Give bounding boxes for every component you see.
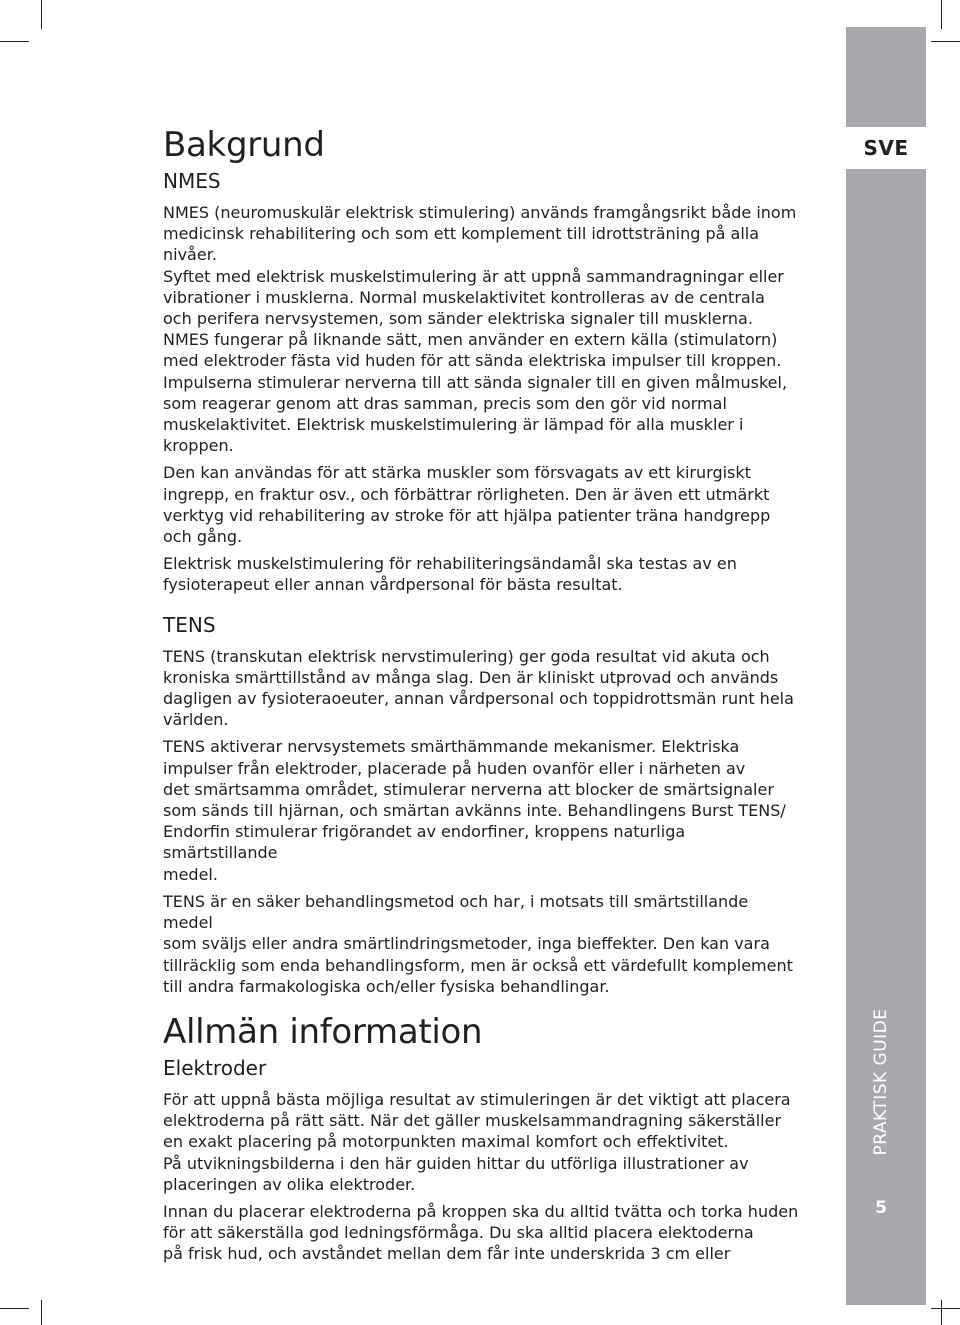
- paragraph: För att uppnå bästa möjliga resultat av stimuleringen är det viktigt att placera elektroderna på rätt sätt. När det gäller muskelsammandragning säkerställer en exakt placering på motorpunkten maximal komfort och effektivitet. På utvikningsbilderna i den här guiden hittar du utförliga illustrationer av placeringen av olika elektroder.: [163, 1089, 791, 1194]
- crop-mark: [941, 0, 942, 29]
- section-title-bakgrund: Bakgrund: [163, 125, 325, 165]
- paragraph: Elektrisk muskelstimulering för rehabiliteringsändamål ska testas av en fysioterapeut eller annan vårdpersonal för bästa resultat.: [163, 554, 737, 595]
- paragraph: Den kan användas för att stärka muskler som försvagats av ett kirurgiskt ingrepp, en fraktur osv., och förbättrar rörligheten. Den är även ett utmärkt verktyg vid rehabilitering av stroke för att hjälpa patienter träna handgrepp och gång.: [163, 463, 771, 547]
- crop-mark: [931, 1308, 960, 1309]
- language-label: SVE: [863, 136, 909, 160]
- section-title-allman: Allmän information: [163, 1011, 483, 1052]
- paragraph: NMES (neuromuskulär elektrisk stimulering) används framgångsrikt både inom medicinsk rehabilitering och som ett komplement till idrottsträning på alla nivåer.: [163, 203, 797, 265]
- crop-mark: [41, 1300, 42, 1325]
- heading-tens: TENS: [163, 612, 216, 637]
- paragraph: Syftet med elektrisk muskelstimulering är att uppnå sammandragningar eller vibrationer i musklerna. Normal muskelaktivitet kontrolleras av de centrala och perifera nervsystemen, som sänder elektriska signaler till musklerna. NMES fungerar på liknande sätt, men använder en extern källa (stimulatorn) med elektroder fästa vid huden för att sända elektriska impulser till kroppen. Impulserna stimulerar nerverna till att sända signaler till en given målmuskel, som reagerar genom att dras samman, precis som den gör vid normal muskelaktivitet. Elektrisk muskelstimulering är lämpad för alla muskler i kroppen.: [163, 266, 788, 456]
- page-number: 5: [875, 1198, 887, 1218]
- heading-elektroder: Elektroder: [163, 1055, 267, 1080]
- crop-mark: [41, 0, 42, 29]
- paragraph: TENS aktiverar nervsystemets smärthämmande mekanismer. Elektriska impulser från elektroder, placerade på huden ovanför eller i närheten av det smärtsamma området, stimulerar nerverna att blocker de smärtsignaler som sänds till hjärnan, och smärtan avkänns inte. Behandlingens Burst TENS/ Endorfin stimulerar frigörandet av endorfiner, kroppens naturliga smärtstillande medel.: [163, 737, 786, 884]
- language-tab: [846, 127, 926, 169]
- crop-mark: [0, 41, 29, 42]
- heading-nmes: NMES: [163, 169, 221, 193]
- crop-mark: [931, 41, 960, 42]
- paragraph: Innan du placerar elektroderna på kroppen ska du alltid tvätta och torka huden för att säkerställa god ledningsförmåga. Du ska alltid placera elektoderna på frisk hud, och avståndet mellan dem får inte underskrida 3 cm eller: [163, 1201, 799, 1264]
- paragraph: TENS är en säker behandlingsmetod och har, i motsats till smärtstillande medel som sväljs eller andra smärtlindringsmetoder, inga bieffekter. Den kan vara tillräcklig som enda behandlingsform, men är också ett värdefullt komplement till andra farmakologiska och/eller fysiska behandlingar.: [163, 891, 793, 996]
- guide-label: PRAKTISK GUIDE: [871, 1008, 891, 1156]
- paragraph: TENS (transkutan elektrisk nervstimulering) ger goda resultat vid akuta och kroniska smärttillstånd av många slag. Den är kliniskt utprovad och används dagligen av fysioteraoeuter, annan vårdpersonal och toppidrottsmän runt hela världen.: [163, 646, 794, 730]
- crop-mark: [941, 1300, 942, 1325]
- main-content: [163, 124, 803, 1271]
- crop-mark: [0, 1308, 29, 1309]
